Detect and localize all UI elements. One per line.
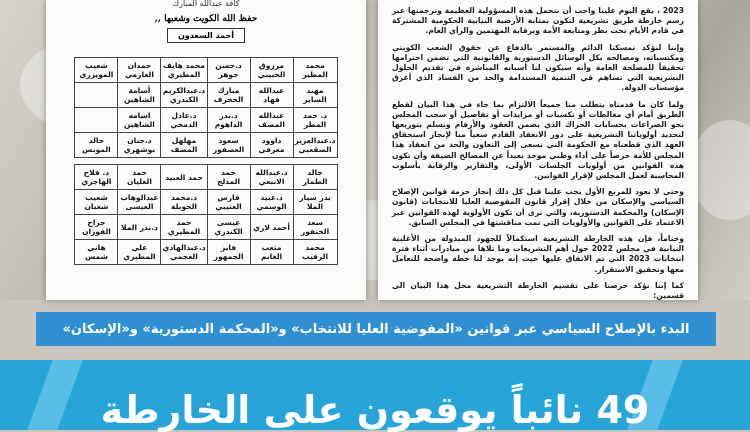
- signature-name-cell: مهلهل المضف: [161, 133, 207, 158]
- signature-name-cell: شعيب المويزري: [75, 58, 118, 83]
- signature-name-cell: حمد العبيد: [161, 165, 207, 190]
- signature-name-cell: سعود العصفور: [207, 133, 250, 158]
- signature-name-cell: مرزوق الحبيني: [250, 58, 293, 83]
- signature-name-cell: [75, 108, 118, 133]
- signature-name-cell: عبدالله المضف: [250, 108, 293, 133]
- signature-name-cell: د.عادل الدمخي: [161, 108, 207, 133]
- signature-name-cell: اسامه الشاهين: [118, 108, 161, 133]
- signature-name-cell: د. فلاح الهاجري: [75, 165, 118, 190]
- table-gap: [75, 158, 337, 165]
- signature-name-cell: فارس العتيبي: [207, 190, 250, 215]
- signature-name-cell: د.حسن جوهر: [207, 58, 250, 83]
- signature-name-cell: د.بدر الملا: [118, 215, 161, 240]
- signature-name-cell: داوود معرفي: [250, 133, 293, 158]
- main-title: 49 نائباً يوقعون على الخارطة: [100, 388, 650, 432]
- signature-name-cell: خالد المونس: [75, 133, 118, 158]
- signatures-document: [46, 0, 366, 300]
- signature-name-cell: عبدالله فهاد: [250, 83, 293, 108]
- signature-name-cell: د.بدر الداهوم: [207, 108, 250, 133]
- signature-name-cell: حمدان العازمي: [118, 58, 161, 83]
- signature-name-cell: محمد هايف المطيري: [161, 58, 207, 83]
- document-header-line: كافة عبدالله المبارك: [172, 0, 240, 8]
- table-row: [75, 240, 337, 265]
- signature-name-cell: سعد الخنفور: [293, 215, 337, 240]
- signature-name-cell: حمد المدلج: [207, 165, 250, 190]
- signature-name-cell: محمد الرقيب: [293, 240, 337, 265]
- signature-name-cell: مبارك الحجرف: [207, 83, 250, 108]
- signature-name-cell: عيسى الكندري: [207, 215, 250, 240]
- signature-name-cell: د.جنان بوشهري: [118, 133, 161, 158]
- document-greeting: حفظ الله الكويت وشعبها ,,: [154, 14, 258, 24]
- signature-name-cell: د.عبدالله الانبعي: [250, 165, 293, 190]
- signature-name-cell: علي المطيري: [118, 240, 161, 265]
- signature-name-cell: مهند الساير: [293, 83, 337, 108]
- signature-name-cell: أحمد لاري: [250, 215, 293, 240]
- statement-paragraph: 2023 ، يقع اليوم علينا واجب أن نتحمل هذه المسؤولية العظيمة وترجمتها عبر رسم خارطة طريق تشريعية لتكون بمثابة الأرضية النيابية الحكومية المشتركة في قادم الأيام تحت نظر ومتابعة الأمة وبرقابة المهتمين والرأي العام.: [392, 6, 684, 36]
- table-row: [75, 215, 337, 240]
- statement-document: [378, 0, 698, 300]
- signature-name-cell: حمد المطيري: [161, 215, 207, 240]
- table-row: [75, 58, 337, 83]
- statement-text: [378, 0, 698, 300]
- table-gap-cell: [75, 158, 337, 165]
- signature-name-cell: محمد المطير: [293, 58, 337, 83]
- signature-name-cell: بدر سيار الملا: [293, 190, 337, 215]
- signature-name-cell: جراح الفوزان: [75, 215, 118, 240]
- statement-paragraph: كما إننا نؤكد حرصنا على تقسيم الخارطة التشريعية محل هذا البيان الى قسمين:: [392, 280, 684, 300]
- signature-name-cell: د.عبيد الوسمي: [250, 190, 293, 215]
- signature-name-cell: عبدالوهاب العيسى: [118, 190, 161, 215]
- table-row: [75, 133, 337, 158]
- table-row: [75, 190, 337, 215]
- signature-name-cell: متعب الغانم: [250, 240, 293, 265]
- background-blur-shape: [690, 120, 750, 220]
- signatures-table: [74, 57, 337, 265]
- signature-name-cell: د.محمد الحويلة: [161, 190, 207, 215]
- signature-name-cell: د.عبدالهادي العجمي: [161, 240, 207, 265]
- signature-name-cell: حمد العليان: [118, 165, 161, 190]
- signature-name-cell: [75, 83, 118, 108]
- signature-name-cell: شعيب شعبان: [75, 190, 118, 215]
- signature-name-cell: د. حمد المطر: [293, 108, 337, 133]
- signature-name-cell: فايز الجمهور: [207, 240, 250, 265]
- statement-paragraph: ولما كان ما قدمناه يتطلب منا جميعاً الالتزام بما جاء في هذا البيان لقطع الطريق أمام أي مغالطات أو تكسبات أو مزايدات أو تفاصيل أو سحب المجلس نحو الصراعات بحسابات الحراك الذي يضمن العقود والأرقام ونسلم بتوزيعها لتحديد أولوياتنا التشريعية على دور الانعقاد القادم سعياً منا لإنجاز استحقاق العهد الذي قطعناه مع الحكومة التي نسعى إلى التعاون والحد من انعقاد هذا المجلس للأمة حرصاً على أداء وطني موحد بعيداً عن المصالح الضيقة وأن تكون هذه القوانين من أولويات الجلسات الأولى، والتقارير والرقابة بأسلوب المحاسبة لعمل المجلس لإقرار القوانين.: [392, 99, 684, 181]
- table-row: [75, 165, 337, 190]
- signature-name-cell: د.عبدالكريم الكندري: [161, 83, 207, 108]
- headline-strip: البدء بالإصلاح السياسي عبر قوانين «المفوضية العليا للانتخاب» و«المحكمة الدستورية» و«الإسكان»: [36, 312, 716, 346]
- statement-paragraph: وحتى لا نعود للمربع الأول يجب علينا قبل كل ذلك إنجاز حزمة قوانين الإصلاح السياسي والإسكان من خلال إقرار قانون المفوضية العليا للانتخابات (قانون الإسكان) والمحكمة الدستورية، والتي نرى أن تكون الأولوية لهذه القوانين عبر الاعتماد على القوانين والأولويات التي تمت مناقشتها في المجلس السابق.: [392, 187, 684, 227]
- signature-name-cell: أسامة الشاهين: [118, 83, 161, 108]
- signature-name-cell: هاني شمس: [75, 240, 118, 265]
- table-row: [75, 83, 337, 108]
- signature-name-cell: خالد الطمار: [293, 165, 337, 190]
- statement-paragraph: وإننا لنؤكد تمسكنا الدائم والمستمر بالدفاع عن حقوق الشعب الكويتي ومكتسباته، ومصالحه بكل الوسائل الدستورية والقانونية التي تضمن احترامها تحقيقاً للمصلحة العامة وأنه سيكون لنا أسبابه المباشرة في تقديم الحلول التشريعية التي تساهم في التنمية المستدامة والحد من الفساد الذي أغرق مؤسسات الدولة.: [392, 42, 684, 93]
- statement-paragraph: وختاماً، فإن هذه الخارطة التشريعية استكمالاً للجهود المبذولة من الأغلبية النيابية في مجلس 2022 حول أهم التشريعات وما تلاها من مبادرات أثناء فترة انتخابات 2023 التي تم الاتفاق عليها حيث إنه يوجد لنا خطة واضحة للتعامل معها وتحقيق الاستقرار.: [392, 234, 684, 274]
- signatory-box: أحمد السعدون: [167, 28, 245, 43]
- table-row: [75, 108, 337, 133]
- signature-name-cell: د.عبدالعزيز الصقعبي: [293, 133, 337, 158]
